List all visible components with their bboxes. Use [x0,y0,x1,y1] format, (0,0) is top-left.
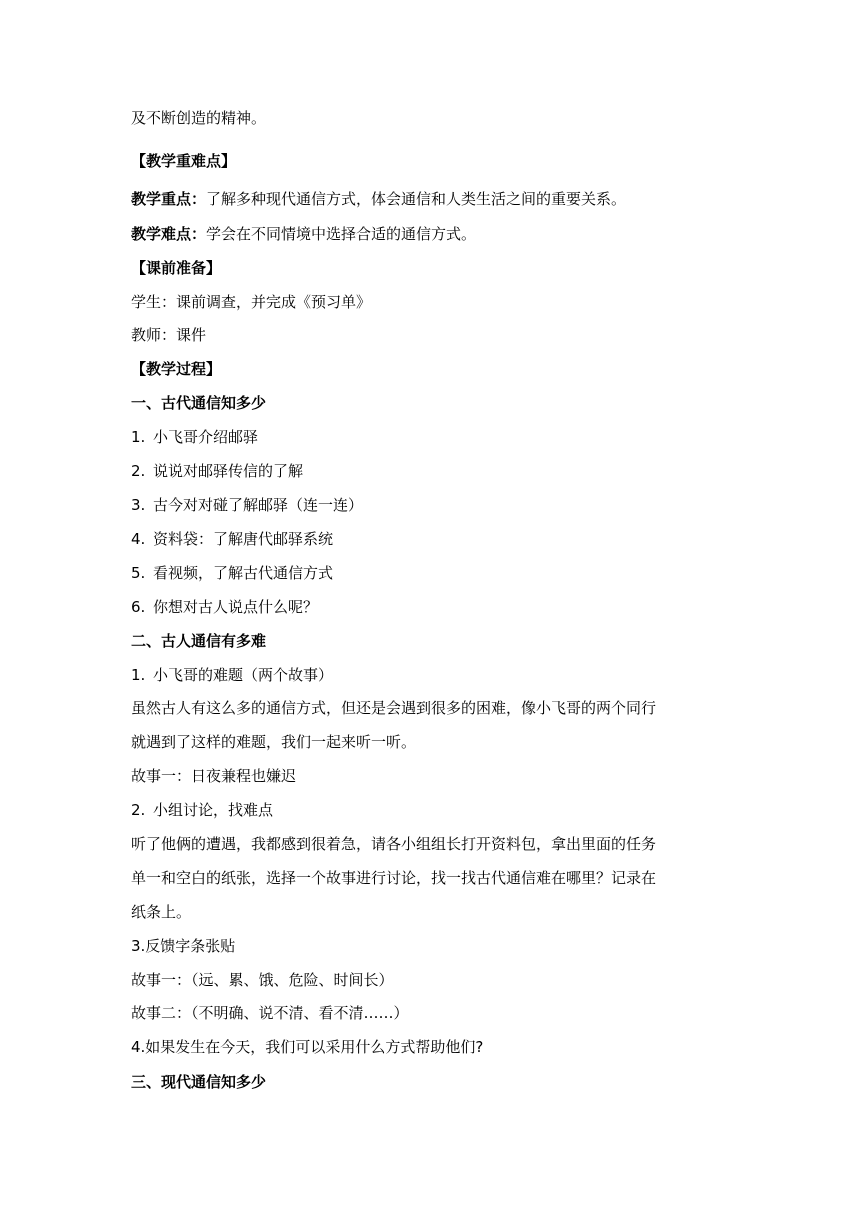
list-number: 2. [131,462,146,480]
list-text: 小组讨论，找难点 [153,801,274,819]
list-text: 说说对邮驿传信的了解 [153,462,304,480]
section-3-title: 三、现代通信知多少 [131,1073,267,1091]
list-text: 小飞哥的难题（两个故事） [153,666,334,684]
list-item [131,596,318,618]
paragraph-line: 纸条上。 [131,903,192,921]
prep-student: 学生：课前调查，并完成《预习单》 [131,293,372,311]
list-number: 3. [131,496,146,514]
list-item [131,426,258,448]
list-item [131,528,333,550]
section-2-title: 二、古人通信有多难 [131,632,267,650]
heading-teaching-process: 【教学过程】 [131,360,222,378]
list-item [131,494,363,516]
list-item [131,562,333,584]
paragraph-line: 单一和空白的纸张，选择一个故事进行讨论，找一找古代通信难在哪里？记录在 [131,869,657,887]
feedback-line: 故事二：（不明确、说不清、看不清……） [131,1004,409,1022]
prep-teacher: 教师：课件 [131,326,207,344]
heading-preparation: 【课前准备】 [131,259,222,277]
difficult-point-label: 教学难点： [131,225,207,243]
difficult-point-line [131,223,476,245]
list-number: 4. [131,530,146,548]
key-point-line [131,188,626,210]
feedback-line: 故事一：（远、累、饿、危险、时间长） [131,971,394,989]
list-item [131,799,273,821]
story-title: 故事一：日夜兼程也嫌迟 [131,767,297,785]
list-item [131,664,333,686]
list-text: 你想对古人说点什么呢？ [153,598,319,616]
section-1-title: 一、古代通信知多少 [131,394,267,412]
list-number: 5. [131,564,146,582]
list-number: 2. [131,801,146,819]
list-item: 4.如果发生在今天，我们可以采用什么方式帮助他们? [131,1038,484,1056]
key-point-label: 教学重点： [131,190,207,208]
text-line: 及不断创造的精神。 [131,109,267,127]
list-number: 6. [131,598,146,616]
list-number: 1. [131,666,146,684]
paragraph-line: 听了他俩的遭遇，我都感到很着急，请各小组组长打开资料包，拿出里面的任务 [131,835,657,853]
list-text: 古今对对碰了解邮驿（连一连） [153,496,364,514]
paragraph-line: 虽然古人有这么多的通信方式，但还是会遇到很多的困难，像小飞哥的两个同行 [131,699,657,717]
list-text: 资料袋：了解唐代邮驿系统 [153,530,334,548]
paragraph-line: 就遇到了这样的难题，我们一起来听一听。 [131,733,417,751]
list-number: 1. [131,428,146,446]
list-text: 看视频，了解古代通信方式 [153,564,334,582]
key-point-text: 了解多种现代通信方式，体会通信和人类生活之间的重要关系。 [206,190,627,208]
difficult-point-text: 学会在不同情境中选择合适的通信方式。 [206,225,477,243]
heading-key-difficult-points: 【教学重难点】 [131,152,237,170]
list-item: 3.反馈字条张贴 [131,937,236,955]
list-item [131,460,303,482]
list-text: 小飞哥介绍邮驿 [153,428,259,446]
